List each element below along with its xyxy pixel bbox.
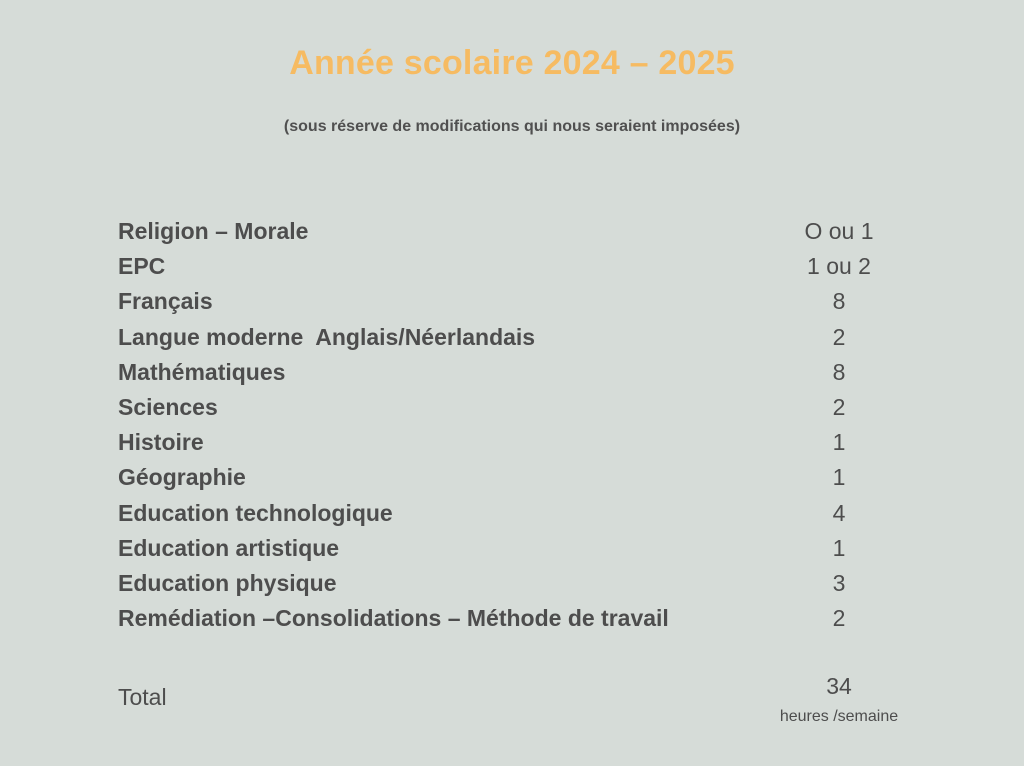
subject-label: Remédiation –Consolidations – Méthode de travail bbox=[118, 605, 669, 632]
hours-value: 1 bbox=[832, 464, 846, 491]
schedule-row bbox=[118, 284, 918, 319]
schedule-row bbox=[118, 390, 918, 425]
schedule-row bbox=[118, 320, 918, 355]
schedule-row bbox=[118, 601, 918, 636]
subject-label: Histoire bbox=[118, 429, 204, 456]
subject-label: Français bbox=[118, 288, 213, 315]
subject-label: Mathématiques bbox=[118, 358, 286, 385]
total-unit: heures /semaine bbox=[779, 708, 899, 725]
hours-value: 2 bbox=[832, 393, 846, 420]
schedule-row bbox=[118, 425, 918, 460]
hours-value: 4 bbox=[832, 499, 846, 526]
hours-value: 1 bbox=[832, 429, 846, 456]
hours-value: 8 bbox=[832, 288, 846, 315]
total-label: Total bbox=[118, 684, 167, 710]
hours-value: 1 bbox=[832, 534, 846, 561]
schedule-row bbox=[118, 249, 918, 284]
hours-value: 8 bbox=[832, 358, 846, 385]
total-value: 34 bbox=[826, 673, 852, 699]
page-subtitle: (sous réserve de modifications qui nous seraient imposées) bbox=[283, 118, 741, 135]
hours-value: 2 bbox=[832, 605, 846, 632]
hours-value: 1 ou 2 bbox=[807, 253, 871, 280]
hours-value: 2 bbox=[832, 323, 846, 350]
hours-value: 3 bbox=[832, 569, 846, 596]
hours-value: O ou 1 bbox=[804, 218, 874, 244]
subject-label: Géographie bbox=[118, 464, 246, 491]
schedule-row bbox=[118, 214, 918, 249]
subject-label: Education artistique bbox=[118, 534, 340, 561]
schedule-row bbox=[118, 566, 918, 601]
schedule-row bbox=[118, 531, 918, 566]
subject-label: Langue moderne Anglais/Néerlandais bbox=[118, 323, 536, 350]
schedule-table bbox=[118, 214, 918, 636]
schedule-row bbox=[118, 496, 918, 531]
schedule-row bbox=[118, 355, 918, 390]
schedule-row bbox=[118, 460, 918, 495]
page-title: Année scolaire 2024 – 2025 bbox=[289, 44, 735, 82]
subject-label: EPC bbox=[118, 253, 166, 280]
subject-label: Education physique bbox=[118, 569, 337, 596]
subject-label: Sciences bbox=[118, 393, 218, 420]
subject-label: Education technologique bbox=[118, 499, 393, 526]
subject-label: Religion – Morale bbox=[118, 218, 309, 244]
